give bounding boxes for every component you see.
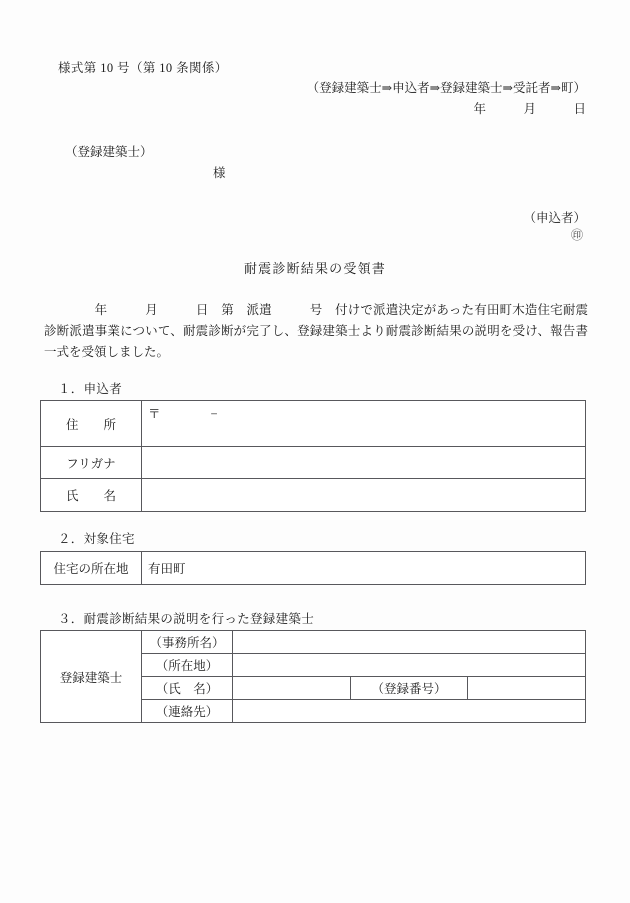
furigana-value[interactable] [142, 447, 586, 479]
registration-number-value[interactable] [468, 677, 586, 700]
house-location-value[interactable]: 有田町 [142, 552, 586, 585]
form-number: 様式第 10 号（第 10 条関係） [58, 61, 228, 75]
section-heading-architect: ３．耐震診断結果の説明を行った登録建築士 [58, 612, 315, 626]
date-line: 年 月 日 [473, 102, 586, 116]
target-house-table [40, 551, 586, 585]
applicant-role: （申込者） [523, 211, 586, 225]
section-heading-applicant: １．申込者 [58, 382, 123, 396]
body-paragraph: 年 月 日 第 派遣 号 付けで派遣決定があった有田町木造住宅耐震診断派遣事業について、耐震診断が完了し、登録建築士より耐震診断結果の説明を受け、報告書一式を受領しました。 [44, 303, 588, 359]
applicant-table [40, 400, 586, 512]
table-row [41, 401, 586, 447]
contact-label: （連絡先） [142, 700, 233, 723]
office-name-value[interactable] [233, 631, 586, 654]
table-row [41, 447, 586, 479]
seal-icon: ㊞ [570, 228, 583, 242]
name-label: 氏 名 [41, 479, 142, 512]
address-label: 住 所 [41, 401, 142, 447]
registration-number-label: （登録番号） [350, 677, 468, 700]
furigana-label: フリガナ [41, 447, 142, 479]
address-value[interactable]: 〒 − [142, 401, 586, 447]
office-location-label: （所在地） [142, 654, 233, 677]
table-row [41, 631, 586, 654]
architect-row-label: 登録建築士 [41, 631, 142, 723]
addressee-role: （登録建築士） [65, 145, 153, 159]
architect-table [40, 630, 586, 723]
addressee-honorific: 様 [213, 166, 226, 180]
contact-value[interactable] [233, 700, 586, 723]
section-heading-target-house: ２．対象住宅 [58, 532, 135, 546]
table-row [41, 479, 586, 512]
house-location-label: 住宅の所在地 [41, 552, 142, 585]
architect-name-label: （氏 名） [142, 677, 233, 700]
page-title: 耐震診断結果の受領書 [243, 261, 386, 276]
office-location-value[interactable] [233, 654, 586, 677]
name-value[interactable] [142, 479, 586, 512]
architect-name-value[interactable] [233, 677, 351, 700]
office-name-label: （事務所名） [142, 631, 233, 654]
table-row [41, 552, 586, 585]
routing-flow: （登録建築士⇒申込者⇒登録建築士⇒受託者⇒町） [306, 81, 586, 95]
